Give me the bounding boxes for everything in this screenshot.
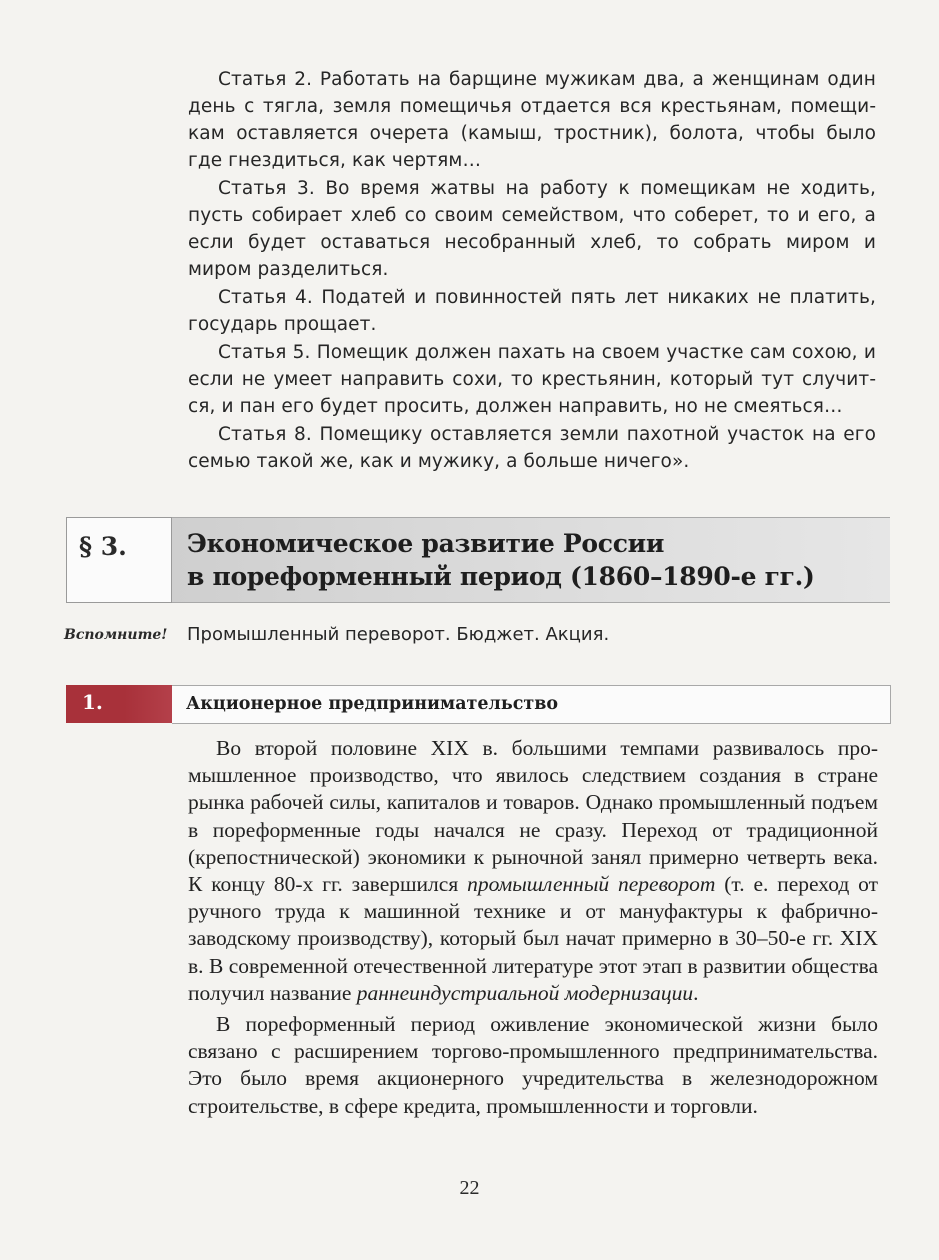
document-quote [188, 66, 876, 476]
recall-terms: Промышленный переворот. Бюджет. Акция. [187, 624, 610, 645]
recall-label: Вспомните! [64, 627, 168, 643]
term-early-industrial-modernization: раннеиндустриальной модернизации [356, 980, 694, 1005]
body-p1-text-b: (т. е. переход от ручного труда к машинной технике и от мануфактуры к фабрично-заводскому производству), который был начат примерно в 30–50-е гг. XIX в. В современной отечественной литературе этот этап в развитии общества получил название [188, 872, 879, 1005]
body-paragraph-2: В пореформенный период оживление экономической жизни было связано с расширением торгово-промышленного предпринимательства. Это было время акционерного учредительства в железнодорожном строительстве, в сфере кредита, промышленности и торговли. [188, 1012, 878, 1118]
section-number: 1. [82, 690, 103, 714]
chapter-title [187, 527, 887, 593]
body-p1-text-c: . [693, 980, 699, 1005]
chapter-number: § 3. [79, 532, 127, 561]
body-p1-text-a: Во второй половине XIX в. большими темпами развивалось промышленное производство, что явилось следствием создания в стране рынка рабочей силы, капиталов и товаров. Однако промышленный подъем в пореформенные годы начался не сразу. Переход от традиционной (крепостнической) экономики к рыночной занял примерно четверть века. К концу 80-х гг. завершился [188, 736, 878, 897]
quote-article-3: Статья 3. Во время жатвы на работу к помещикам не ходить, пусть собирает хлеб со своим семейством, что соберет, то и его, а если будет оставаться несобранный хлеб, то собрать миром и миром разделиться. [188, 178, 876, 280]
term-industrial-revolution: промышленный переворот [467, 872, 716, 897]
chapter-number-box [66, 517, 172, 603]
chapter-title-line-2: в пореформенный период (1860–1890-е гг.) [187, 562, 815, 591]
chapter-title-band [172, 517, 890, 603]
page-number: 22 [459, 1177, 480, 1199]
section-title: Акционерное предпринимательство [186, 694, 559, 714]
quote-article-5: Статья 5. Помещик должен пахать на своем участке сам сохою, и если не умеет направить сохи, то крестьянин, который тут случится, и пан его будет просить, должен направить, но не смеяться… [188, 342, 876, 417]
chapter-title-line-1: Экономическое развитие России [187, 529, 665, 558]
quote-article-4: Статья 4. Податей и повинностей пять лет никаких не платить, государь прощает. [188, 287, 876, 335]
section-title-box [172, 685, 891, 724]
body-paragraph-1 [188, 735, 878, 1007]
quote-article-8: Статья 8. Помещику оставляется земли пахотной участок на его семью такой же, как и мужику, а больше ничего». [188, 424, 876, 472]
section-number-box [66, 685, 172, 723]
section-header [66, 685, 890, 723]
quote-article-2: Статья 2. Работать на барщине мужикам два, а женщинам один день с тягла, земля помещичья отдается вся крестьянам, помещикам оставляется очерета (камыш, тростник), болота, чтобы было где гнездиться, как чертям… [188, 69, 876, 171]
body-text [188, 735, 878, 1120]
chapter-header [66, 517, 890, 603]
